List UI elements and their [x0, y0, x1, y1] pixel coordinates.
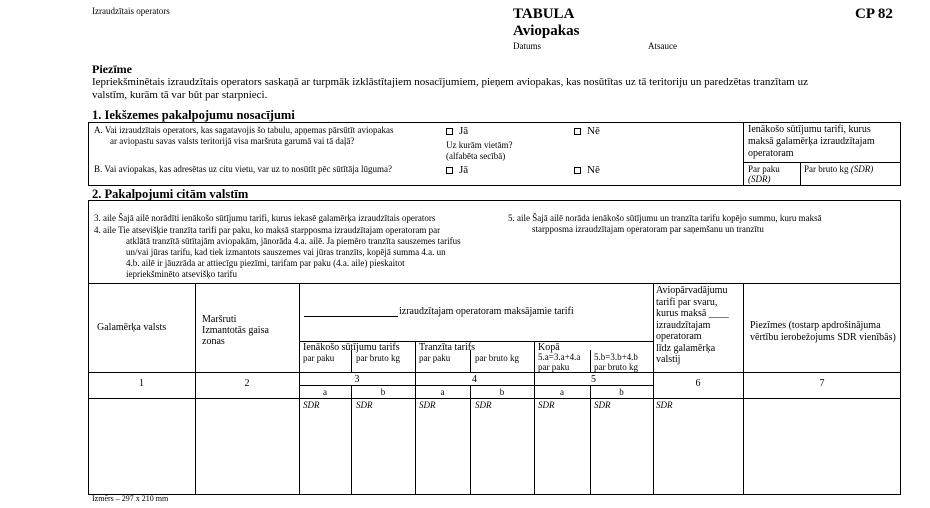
col5b-label: 5.b=3.b+4.b par bruto kg — [594, 352, 638, 372]
col3a-label: par paku — [303, 353, 335, 363]
per-parcel-label: Par paku — [748, 164, 780, 174]
col-routes-line3: zonas — [202, 336, 225, 347]
question-b-no[interactable]: Nē — [574, 164, 600, 176]
note-col4-line3: un/vai jūras tarifu, kad tiek izmantots sauszemes vai jūras tranzīts, kopējā summa 4.a. un — [126, 247, 446, 257]
operator-label: Izraudzītais operators — [92, 6, 170, 16]
col-num-4: 4 — [472, 374, 477, 385]
sub-3b: b — [380, 387, 386, 397]
question-a-line1: A. Vai izraudzītais operators, kas sagatavojis šo tabulu, apņemas pārsūtīt aviopakas — [94, 125, 394, 135]
sdr-3b: SDR — [356, 400, 373, 410]
sub-4a: a — [440, 387, 445, 397]
note-col4-line4: 4.b. ailē ir jāuzrāda ar attiecīgu piezīmi, tarifam par paku (4.a. aile) pieskaitot — [126, 258, 405, 268]
col-num-2: 2 — [244, 378, 250, 389]
question-b-yes[interactable]: Jā — [446, 164, 468, 176]
checkbox-icon[interactable] — [574, 167, 581, 174]
question-a-yes[interactable]: Jā — [446, 125, 468, 137]
section1-title: 1. Iekšzemes pakalpojumu nosacījumi — [92, 108, 295, 122]
sub-3a: a — [323, 387, 327, 397]
question-a-line2: ar aviopastu savas valsts teritorijā visa maršruta garumā vai tā daļā? — [110, 136, 355, 146]
sdr-5a: SDR — [538, 400, 555, 410]
inbound-rates-line3: operatoram — [748, 148, 794, 159]
sub-4b: b — [499, 387, 505, 397]
note-col5-line2: starpposma izraudzītajam operatoram par saņemšanu un tranzītu — [532, 224, 764, 234]
per-parcel-unit: (SDR) — [748, 174, 771, 184]
note-col4-line2: atklātā tranzītā sūtītajām aviopakām, jānorāda 4.a. ailē. Ja piemēro tranzīta sauszemes tarifus — [126, 236, 461, 246]
checkbox-icon[interactable] — [446, 167, 453, 174]
question-a-no[interactable]: Nē — [574, 125, 600, 137]
form-title: TABULA — [513, 6, 575, 22]
inbound-rates-line2: maksā galamērķa izraudzītajam — [748, 136, 875, 147]
sdr-3a: SDR — [303, 400, 320, 410]
note-text-line1: Iepriekšminētais izraudzītais operators saskaņā ar turpmāk izklāstītajiem nosacījumiem, pieņem aviopakas, kas nosūtītas uz tā teritoriju un paredzētas tranzītam uz — [92, 76, 808, 88]
question-b: B. Vai aviopakas, kas adresētas uz citu vietu, var uz to nosūtīt pēc sūtītāja lūguma? — [94, 164, 393, 174]
total-header: Kopā — [538, 342, 560, 353]
alphabetical-order: (alfabēta secībā) — [446, 151, 506, 161]
section2-title: 2. Pakalpojumi citām valstīm — [92, 187, 249, 201]
per-kg-label: Par bruto kg (SDR) — [804, 164, 874, 174]
note-col5-line1: 5. aile Šajā ailē norāda ienākošo sūtījumu un tranzīta tarifu kopējo summu, kuru maksā — [508, 213, 822, 223]
col-destination-country: Galamērķa valsts — [97, 322, 167, 333]
sdr-4b: SDR — [475, 400, 492, 410]
to-which-places: Uz kurām vietām? — [446, 140, 513, 150]
col-num-6: 6 — [695, 378, 701, 389]
col-routes-line2: Izmantotās gaisa — [202, 325, 269, 336]
sub-5a: a — [560, 387, 564, 397]
form-size: Izmērs – 297 x 210 mm — [92, 494, 169, 503]
transit-rates-header: Tranzīta tarifs — [419, 342, 476, 353]
col6-header: Aviopārvadājumu tarifi par svaru, kurus maksā ____ izraudzītajam operatoram līdz galamērķa valstij — [656, 285, 729, 365]
col-num-1: 1 — [139, 378, 144, 389]
col7-header: Piezīmes (tostarp apdrošinājuma vērtību ierobežojums SDR vienībās) — [750, 320, 896, 343]
rates-header: izraudzītajam operatoram maksājamie tarifi — [399, 306, 574, 317]
sdr-6: SDR — [656, 400, 673, 410]
col4a-label: par paku — [419, 353, 451, 363]
sub-5b: b — [619, 387, 624, 397]
note-text-line2: valstīm, kurām tā var būt par starpnieci. — [92, 89, 268, 101]
col-num-7: 7 — [819, 378, 825, 389]
reference-label: Atsauce — [648, 41, 677, 51]
sdr-4a: SDR — [419, 400, 436, 410]
col-routes-line1: Maršruti — [202, 314, 237, 325]
col3b-label: par bruto kg — [356, 353, 400, 363]
form-subtitle: Aviopakas — [513, 23, 580, 39]
note-col4-line1: 4. aile Tie atsevišķie tranzīta tarifi par paku, ko maksā starpposma izraudzītajam operatoram par — [94, 225, 441, 235]
checkbox-icon[interactable] — [574, 128, 581, 135]
inbound-rates-line1: Ienākošo sūtījumu tarifi, kurus — [748, 124, 871, 135]
form-code: CP 82 — [855, 6, 893, 22]
inbound-rates-header: Ienākošo sūtījumu tarifs — [303, 342, 400, 353]
date-label: Datums — [513, 41, 541, 51]
col5a-label: 5.a=3.a+4.a par paku — [538, 352, 581, 372]
note-heading: Piezīme — [92, 62, 132, 76]
col-num-5: 5 — [591, 374, 596, 385]
sdr-5b: SDR — [594, 400, 611, 410]
col-num-3: 3 — [354, 374, 360, 385]
note-col3: 3. aile Šajā ailē norādīti ienākošo sūtījumu tarifi, kurus iekasē galamērķa izraudzītais operators — [94, 213, 436, 223]
note-col4-line5: iepriekšminēto atsevišķo tarifu — [126, 269, 237, 279]
col4b-label: par bruto kg — [475, 353, 519, 363]
checkbox-icon[interactable] — [446, 128, 453, 135]
